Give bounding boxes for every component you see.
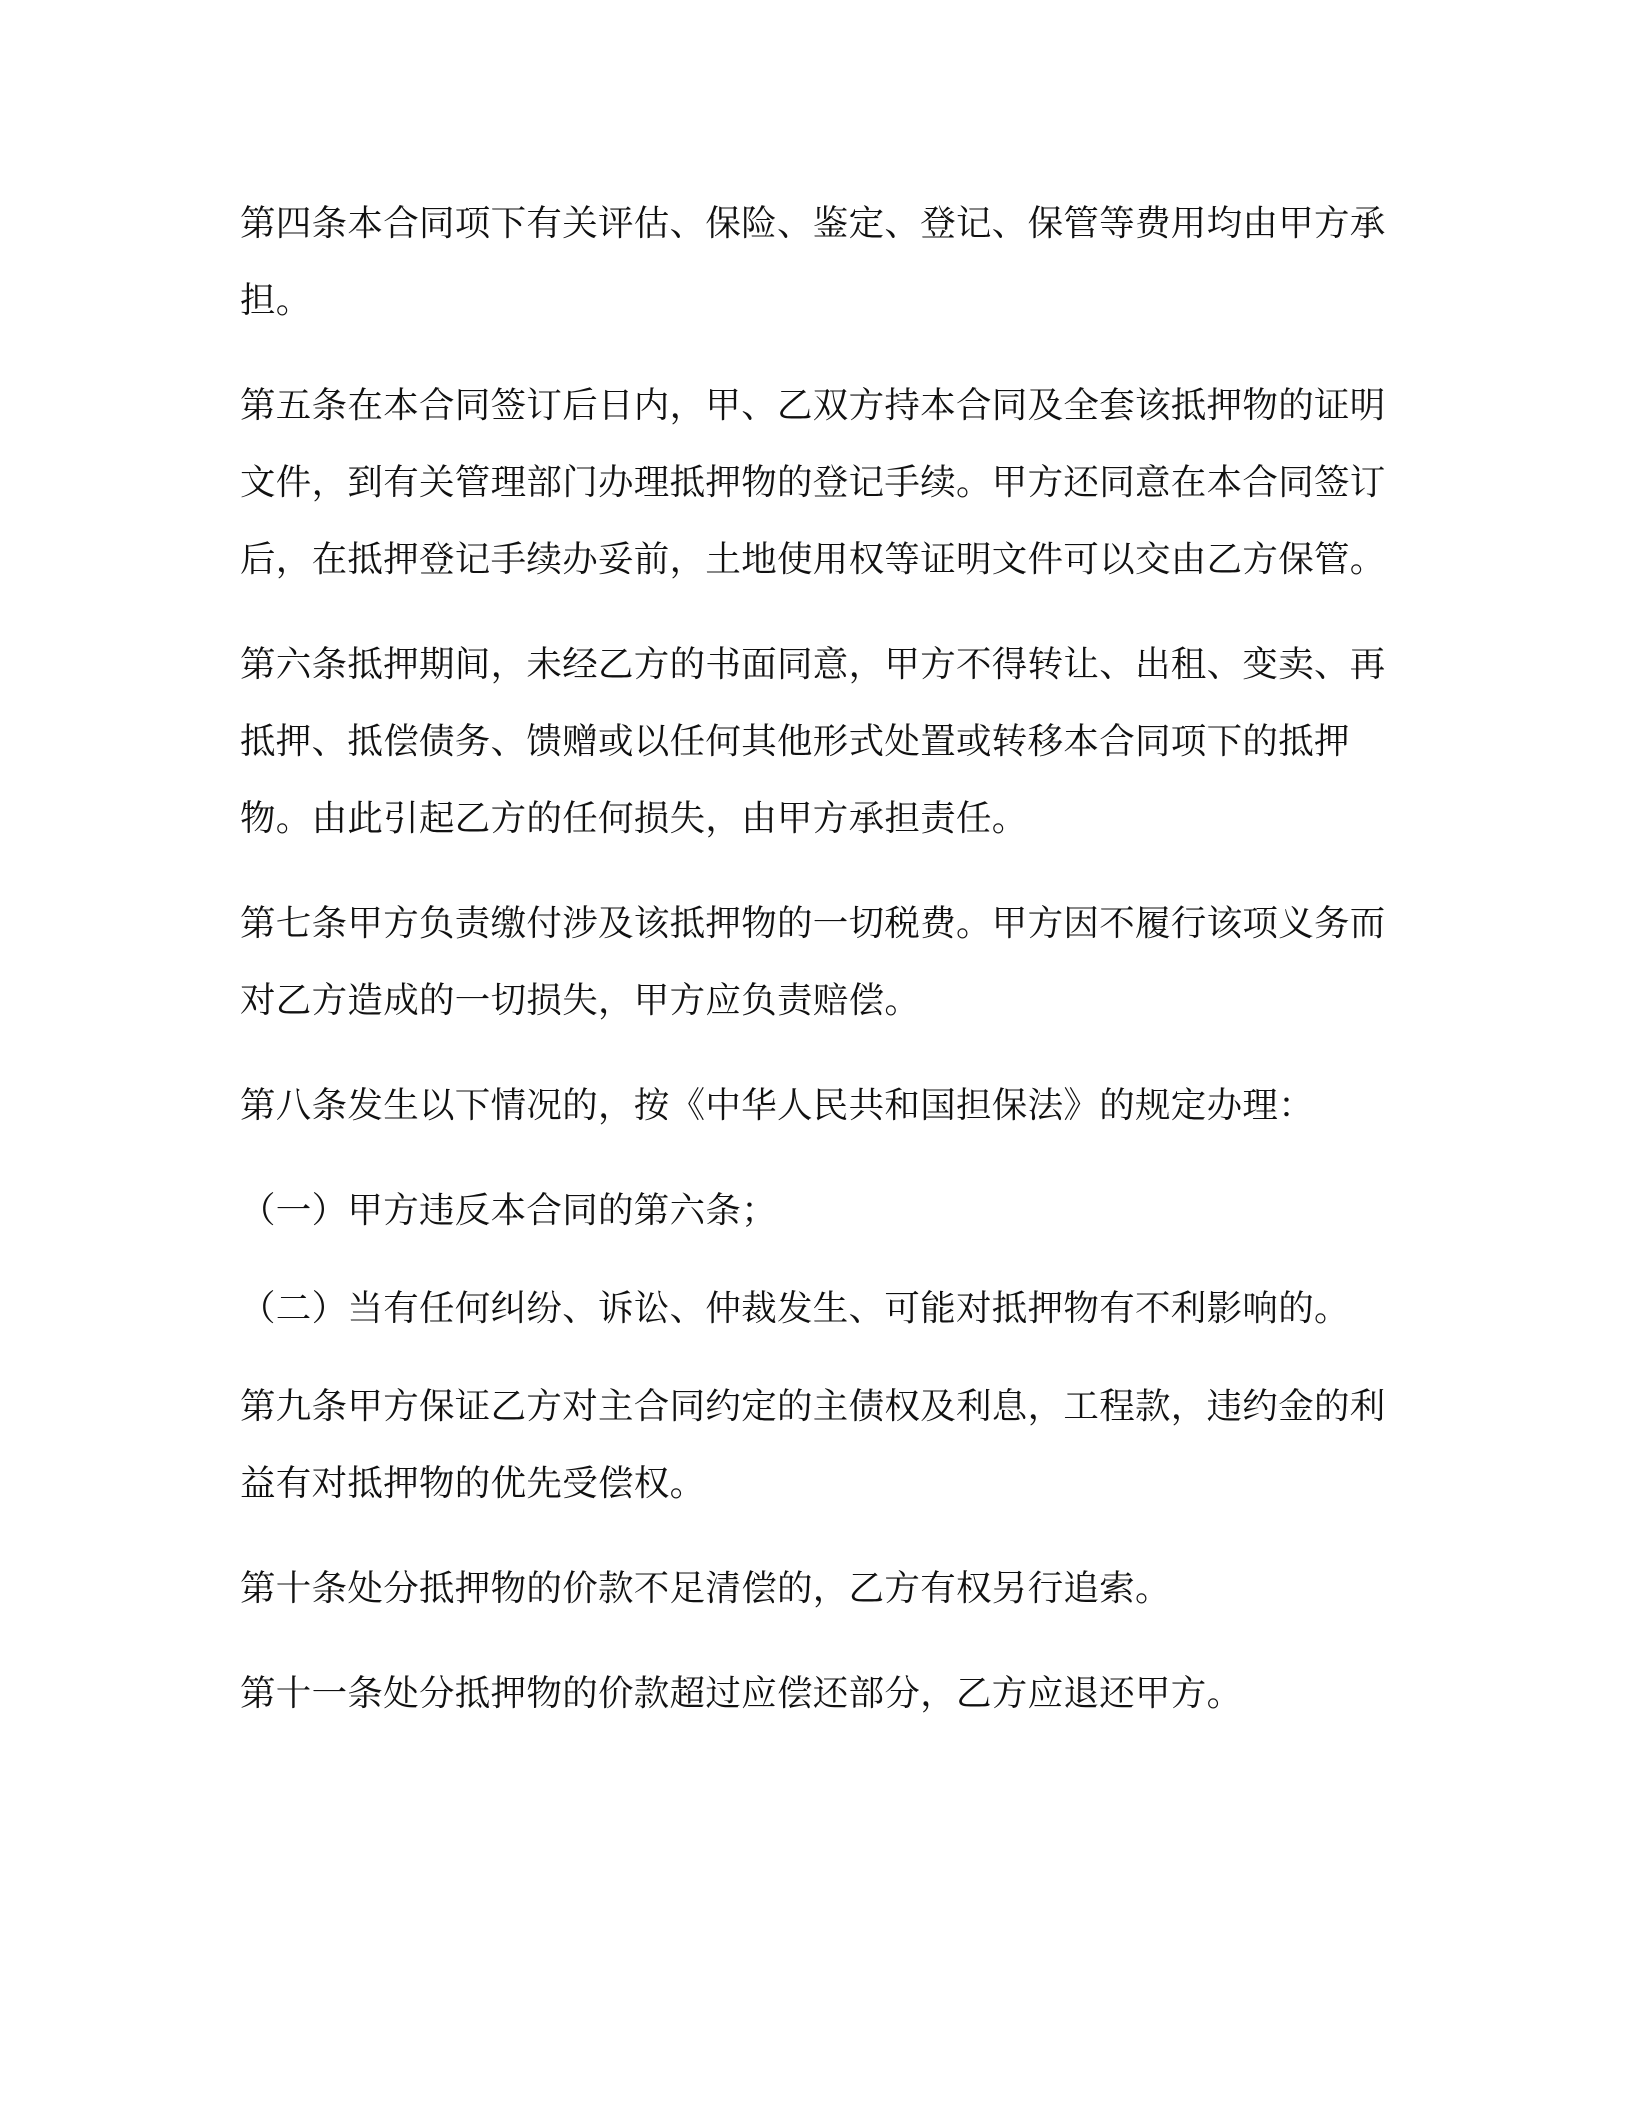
clause-8-item-1: （一）甲方违反本合同的第六条；: [240, 1190, 778, 1231]
clause-6: 第六条抵押期间，未经乙方的书面同意，甲方不得转让、出租、变卖、再抵押、抵偿债务、馈赠或以任何其他形式处置或转移本合同项下的抵押物。由此引起乙方的任何损失，由甲方承担责任。: [240, 644, 1386, 839]
contract-body: [240, 185, 1405, 1760]
clause-8: 第八条发生以下情况的，按《中华人民共和国担保法》的规定办理：: [240, 1085, 1315, 1126]
clause-5: 第五条在本合同签订后日内，甲、乙双方持本合同及全套该抵押物的证明文件，到有关管理部门办理抵押物的登记手续。甲方还同意在本合同签订后，在抵押登记手续办妥前，土地使用权等证明文件可以交由乙方保管。: [240, 385, 1386, 580]
clause-10: 第十条处分抵押物的价款不足清偿的，乙方有权另行追索。: [240, 1568, 1171, 1609]
clause-9: 第九条甲方保证乙方对主合同约定的主债权及利息，工程款，违约金的利益有对抵押物的优先受偿权。: [240, 1386, 1386, 1504]
clause-4: 第四条本合同项下有关评估、保险、鉴定、登记、保管等费用均由甲方承担。: [240, 203, 1386, 321]
clause-11: 第十一条处分抵押物的价款超过应偿还部分，乙方应退还甲方。: [240, 1673, 1243, 1714]
clause-7: 第七条甲方负责缴付涉及该抵押物的一切税费。甲方因不履行该项义务而对乙方造成的一切损失，甲方应负责赔偿。: [240, 903, 1386, 1021]
clause-8-item-2: （二）当有任何纠纷、诉讼、仲裁发生、可能对抵押物有不利影响的。: [240, 1288, 1350, 1329]
